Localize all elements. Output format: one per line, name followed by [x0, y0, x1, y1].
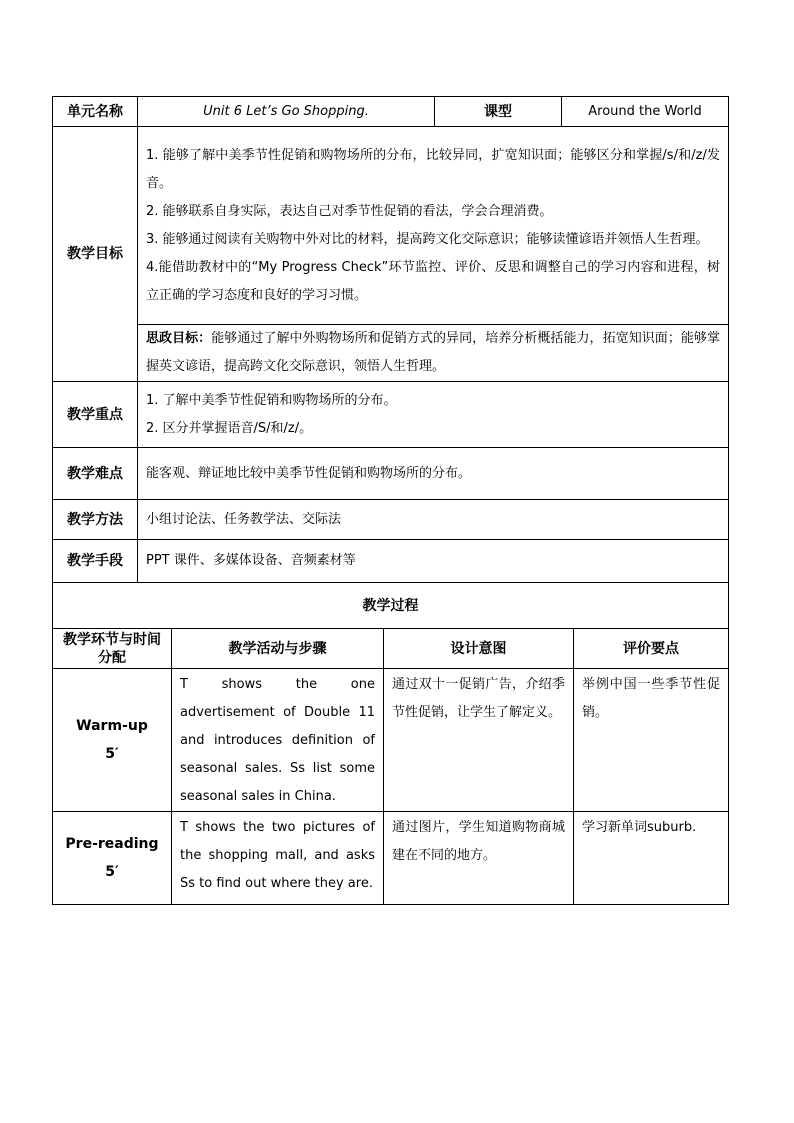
type-value: Around the World	[562, 97, 729, 127]
eval-cell: 学习新单词suburb.	[574, 812, 729, 905]
means-text: PPT 课件、多媒体设备、音频素材等	[138, 540, 729, 583]
intent-cell: 通过双十一促销广告，介绍季节性促销，让学生了解定义。	[384, 669, 574, 812]
header-activity: 教学活动与步骤	[172, 629, 384, 669]
ideology-label: 思政目标：	[146, 331, 212, 346]
header-stage: 教学环节与时间分配	[53, 629, 172, 669]
intent-cell: 通过图片，学生知道购物商城建在不同的地方。	[384, 812, 574, 905]
key-points-list	[138, 382, 729, 448]
goals-label: 教学目标	[53, 127, 138, 382]
stage-time: 5′	[105, 864, 119, 880]
header-eval: 评价要点	[574, 629, 729, 669]
methods-text: 小组讨论法、任务教学法、交际法	[138, 500, 729, 540]
difficulties-text: 能客观、辩证地比较中美季节性促销和购物场所的分布。	[138, 448, 729, 500]
unit-label: 单元名称	[53, 97, 138, 127]
goal-item: 1. 能够了解中美季节性促销和购物场所的分布，比较异同，扩宽知识面；能够区分和掌握/s/和/z/发音。	[146, 147, 720, 191]
goals-list	[138, 127, 729, 325]
table-row	[53, 669, 729, 812]
lesson-info-table	[52, 96, 729, 583]
stage-name: Warm-up	[76, 718, 148, 734]
key-points-label: 教学重点	[53, 382, 138, 448]
stage-cell	[53, 669, 172, 812]
key-point-item: 1. 了解中美季节性促销和购物场所的分布。	[146, 392, 397, 408]
stage-name: Pre-reading	[65, 836, 159, 852]
goal-item: 2. 能够联系自身实际，表达自己对季节性促销的看法，学会合理消费。	[146, 203, 553, 219]
header-intent: 设计意图	[384, 629, 574, 669]
unit-value: Unit 6 Let’s Go Shopping.	[138, 97, 435, 127]
process-table	[52, 582, 729, 905]
stage-time: 5′	[105, 746, 119, 762]
means-label: 教学手段	[53, 540, 138, 583]
process-title: 教学过程	[53, 583, 729, 629]
stage-cell	[53, 812, 172, 905]
ideology-goal	[138, 325, 729, 382]
ideology-text: 能够通过了解中外购物场所和促销方式的异同，培养分析概括能力，拓宽知识面；能够掌握英文谚语，提高跨文化交际意识，领悟人生哲理。	[146, 331, 720, 374]
table-row	[53, 812, 729, 905]
type-label: 课型	[435, 97, 562, 127]
goal-item: 4.能借助教材中的“My Progress Check”环节监控、评价、反思和调整自己的学习内容和进程，树立正确的学习态度和良好的学习习惯。	[146, 259, 720, 303]
methods-label: 教学方法	[53, 500, 138, 540]
eval-cell: 举例中国一些季节性促销。	[574, 669, 729, 812]
goal-item: 3. 能够通过阅读有关购物中外对比的材料，提高跨文化交际意识；能够读懂谚语并领悟人生哲理。	[146, 231, 709, 247]
key-point-item: 2. 区分并掌握语音/S/和/z/。	[146, 420, 313, 436]
activity-cell: T shows the two pictures of the shopping mall, and asks Ss to find out where they are.	[172, 812, 384, 905]
difficulties-label: 教学难点	[53, 448, 138, 500]
activity-cell: T shows the one advertisement of Double 11 and introduces definition of seasonal sales. Ss list some seasonal sales in China.	[172, 669, 384, 812]
